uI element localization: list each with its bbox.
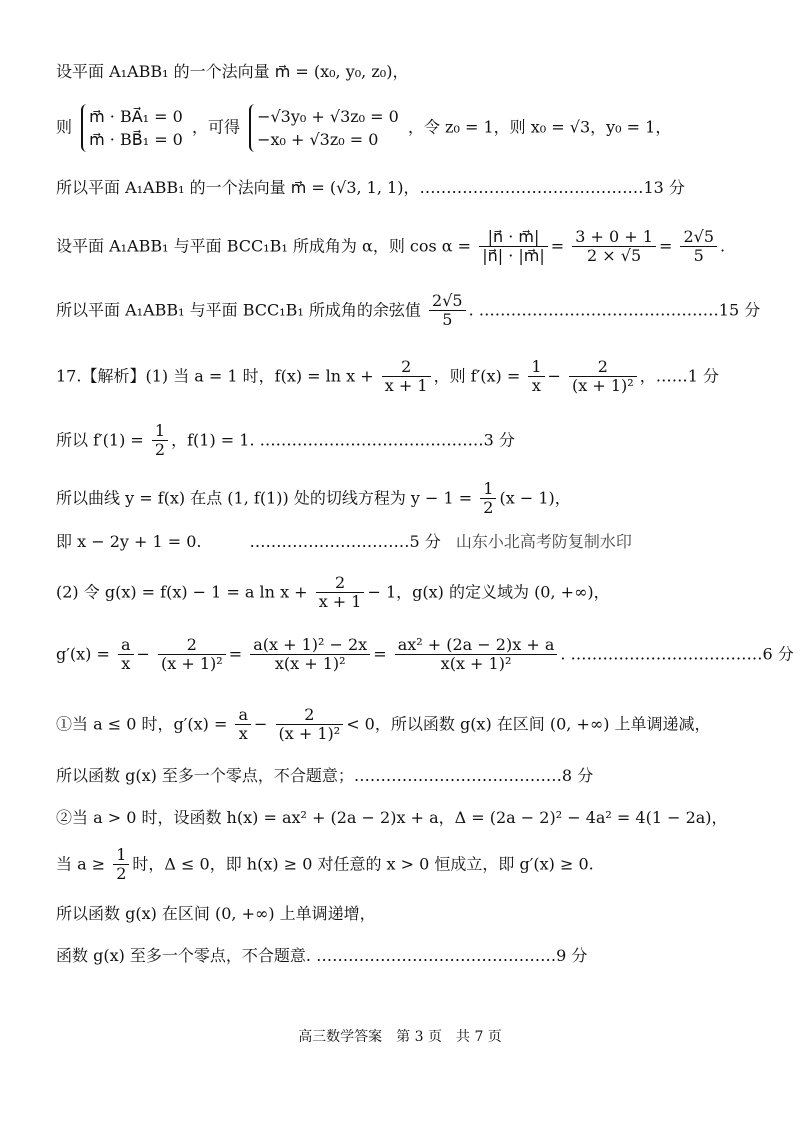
text-line: 所以 f′(1) = $\frac{1}{2}$ ，f(1) = 1. ……………………………………3 分 — [56, 421, 515, 460]
text-line: 所以曲线 y = f(x) 在点 (1, f(1)) 处的切线方程为 y − 1 = $\frac{1}{2}$ (x − 1)， — [56, 479, 571, 518]
text-line: 函数 g(x) 至多一个零点，不合题意. ………………………………………9 分 — [56, 946, 588, 965]
watermark-text: 山东小北高考防复制水印 — [455, 532, 632, 551]
fraction: $\frac{2√5}{5}$ — [429, 292, 466, 330]
text-line: 17.【解析】(1) 当 a = 1 时，f(x) = ln x + $\frac{2}{x + 1}$ ，则 f′(x) = $\frac{1}{x}$ − $\frac{2}{\text{(x + 1)²}}$ ，……1 分 — [56, 357, 719, 396]
fraction: $\frac{|n⃗ \cdot m⃗|}{|n⃗| \cdot |m⃗|}$ — [479, 228, 548, 266]
fraction: $\frac{2}{x + 1}$ — [382, 358, 431, 396]
fraction: $\frac{1}{2}$ — [152, 422, 168, 460]
text-line: (2) 令 g(x) = f(x) − 1 = a ln x + $\frac{2}{x + 1}$ − 1，g(x) 的定义域为 (0, +∞)， — [56, 573, 610, 612]
fraction: $\frac{1}{2}$ — [480, 480, 496, 518]
fraction: $\frac{\text{a(x + 1)² − 2x}}{\text{x(x + 1)²}}$ — [250, 636, 370, 674]
text-line: g′(x) = $\frac{a}{x}$ − $\frac{2}{\text{(x + 1)²}}$ = $\frac{\text{a(x + 1)² − 2x}}{\text{x(x + 1)²}}$ = $\frac{\text{ax² + (2a − 2)x + a}}{\text{x(x + 1)²}}$ . ………………………………6 分 — [56, 635, 794, 674]
equation-system: −√3y₀ + √3z₀ = 0 −x₀ + √3z₀ = 0 — [249, 104, 399, 152]
fraction: $\frac{2√5}{5}$ — [680, 228, 717, 266]
fraction: $\frac{\text{ax² + (2a − 2)x + a}}{\text{x(x + 1)²}}$ — [395, 636, 558, 674]
text-line: 当 a ≥ $\frac{1}{2}$ 时，Δ ≤ 0，即 h(x) ≥ 0 对任意的 x > 0 恒成立，即 g′(x) ≥ 0. — [56, 845, 594, 884]
page-footer: 高三数学答案 第 3 页 共 7 页 — [298, 1029, 502, 1045]
text-line: ②当 a > 0 时，设函数 h(x) = ax² + (2a − 2)x + a，Δ = (2a − 2)² − 4a² = 4(1 − 2a)， — [56, 808, 728, 827]
text-line: 所以平面 A₁ABB₁ 的一个法向量 m⃗ = (√3, 1, 1)，……………………………………13 分 — [56, 178, 685, 197]
text-line: 所以函数 g(x) 至多一个零点，不合题意；…………………………………8 分 — [56, 766, 594, 785]
fraction: $\frac{2}{\text{(x + 1)²}}$ — [569, 358, 637, 396]
text-line: 即 x − 2y + 1 = 0. …………………………5 分 山东小北高考防复制水印 — [56, 532, 632, 551]
fraction: $\frac{1}{x}$ — [528, 358, 544, 396]
fraction: $\frac{2}{\text{(x + 1)²}}$ — [276, 706, 344, 744]
equation-system: m⃗ · BA⃗₁ = 0 m⃗ · BB⃗₁ = 0 — [81, 104, 183, 152]
text-line: 所以平面 A₁ABB₁ 与平面 BCC₁B₁ 所成角的余弦值 $\frac{2√5}{5}$ . ………………………………………15 分 — [56, 291, 761, 330]
fraction: $\frac{a}{x}$ — [235, 706, 251, 744]
fraction: $\frac{3 + 0 + 1}{2 \times √5}$ — [572, 228, 656, 266]
fraction: $\frac{a}{x}$ — [118, 636, 134, 674]
text-line: 设平面 A₁ABB₁ 与平面 BCC₁B₁ 所成角为 α，则 cos α = $\frac{|n⃗ \cdot m⃗|}{|n⃗| \cdot |m⃗|}$ = $\frac{3 + 0 + 1}{2 \times √5}$ = $\frac{2√5}{5}$ . — [56, 227, 726, 266]
fraction: $\frac{2}{x + 1}$ — [316, 574, 365, 612]
text-line: ①当 a ≤ 0 时，g′(x) = $\frac{a}{x}$ − $\frac{2}{\text{(x + 1)²}}$ < 0，所以函数 g(x) 在区间 (0, +∞) 上单调递减， — [56, 705, 711, 744]
equation-system-line: 则 m⃗ · BA⃗₁ = 0 m⃗ · BB⃗₁ = 0 ，可得 −√3y₀ + √3z₀ = 0 −x₀ + √3z₀ = 0 ，令 z₀ = 1，则 x₀ = √3，y₀ = 1， — [56, 104, 671, 152]
fraction: $\frac{1}{2}$ — [113, 846, 129, 884]
text-line: 所以函数 g(x) 在区间 (0, +∞) 上单调递增， — [56, 904, 376, 923]
text-line: 设平面 A₁ABB₁ 的一个法向量 m⃗ = (x₀, y₀, z₀)， — [56, 62, 409, 81]
fraction: $\frac{2}{\text{(x + 1)²}}$ — [158, 636, 226, 674]
